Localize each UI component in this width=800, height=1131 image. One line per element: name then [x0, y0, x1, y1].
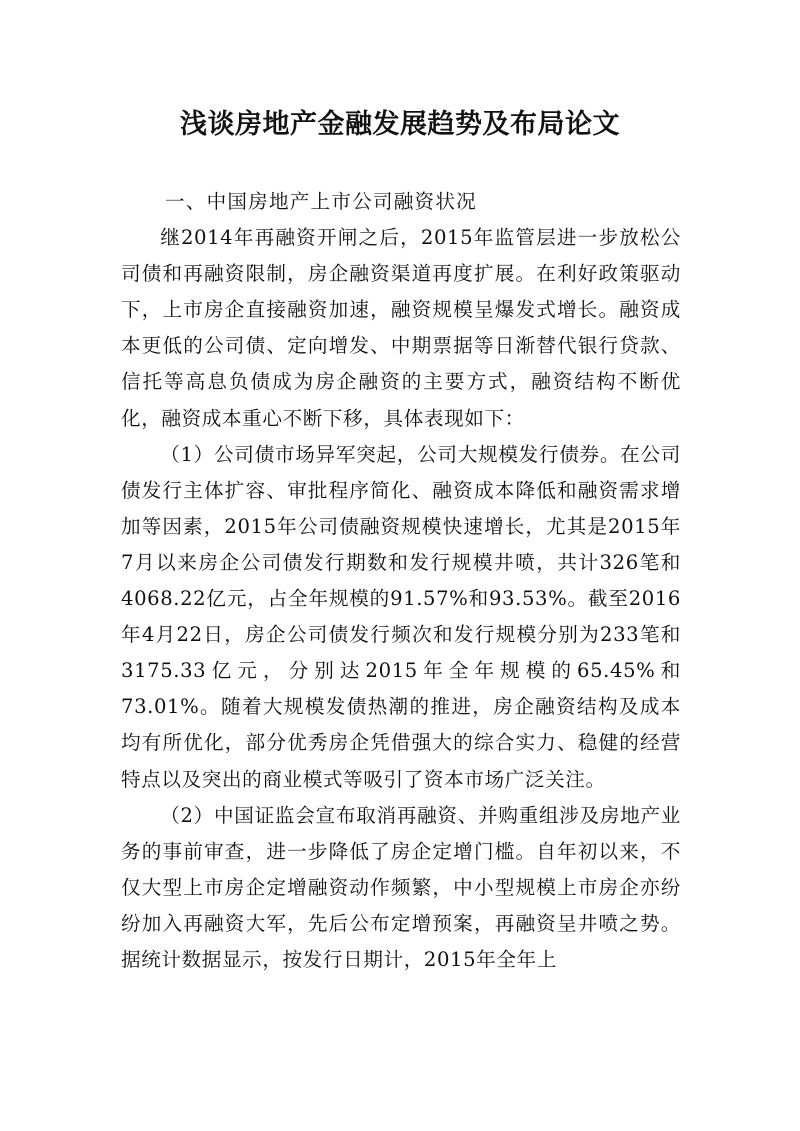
document-title: 浅谈房地产金融发展趋势及布局论文 — [180, 109, 620, 140]
paragraph-intro: 继2014年再融资开闸之后，2015年监管层进一步放松公司债和再融资限制，房企融资渠道再度扩展。在利好政策驱动下，上市房企直接融资加速，融资规模呈爆发式增长。融资成本更低的公司债、定向增发、中期票据等日渐替代银行贷款、信托等高息负债成为房企融资的主要方式，融资结构不断优化，融资成本重心不断下移，具体表现如下： — [121, 226, 681, 430]
paragraph-csrc-refinancing: （2）中国证监会宣布取消再融资、并购重组涉及房地产业务的事前审查，进一步降低了房企定增门槛。自年初以来，不仅大型上市房企定增融资动作频繁，中小型规模上市房企亦纷纷加入再融资大军，先后公布定增预案，再融资呈井喷之势。据统计数据显示，按发行日期计，2015年全年上 — [121, 803, 681, 971]
paragraph-corporate-bonds: （1）公司债市场异军突起，公司大规模发行债券。在公司债发行主体扩容、审批程序简化、融资成本降低和融资需求增加等因素，2015年公司债融资规模快速增长，尤其是2015年7月以来房企公司债发行期数和发行规模井喷，共计326笔和4068.22亿元，占全年规模的91.57%和93.53%。截至2016年4月22日，房企公司债发行频次和发行规模分别为233笔和3175.33亿元，分别达2015年全年规模的65.45%和73.01%。随着大规模发债热潮的推进，房企融资结构及成本均有所优化，部分优秀房企凭借强大的综合实力、稳健的经营特点以及突出的商业模式等吸引了资本市场广泛关注。 — [121, 442, 681, 791]
document-body — [121, 184, 681, 978]
section-heading: 一、中国房地产上市公司融资状况 — [165, 190, 477, 213]
